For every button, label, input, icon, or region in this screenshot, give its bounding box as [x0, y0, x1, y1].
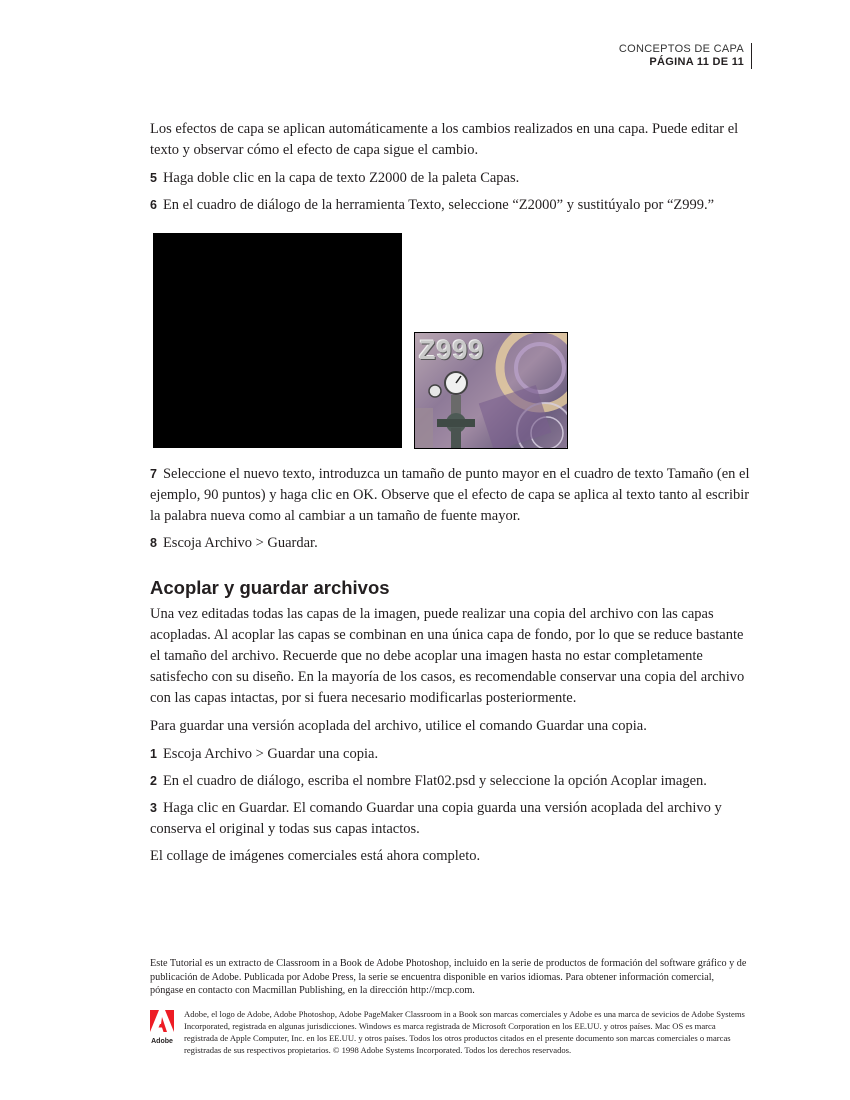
step-text: Escoja Archivo > Guardar.: [162, 535, 318, 551]
footer-tutorial-note: Este Tutorial es un extracto de Classroom in a Book de Adobe Photoshop, incluido en la serie de productos de formación del software gráfico y de publicación de Adobe. Publicada por Adobe Press, la serie se encuentra disponible en varios idiomas. Para obtener información comercial, póngase en contacto con Macmillan Publishing, en la dirección http://mcp.com.: [150, 958, 747, 996]
footer-legal-row: [150, 1008, 750, 1056]
figure-thumbnail-image: [414, 332, 568, 449]
header-section-title: CONCEPTOS DE CAPA: [618, 43, 744, 55]
header-page-number: PÁGINA 11 DE 11: [649, 56, 744, 68]
running-header: [619, 43, 752, 69]
step-text: Haga doble clic en la capa de texto Z2000 de la paleta Capas.: [162, 170, 520, 186]
step-text: Seleccione el nuevo texto, introduzca un tamaño de punto mayor en el cuadro de texto Tamaño (en el ejemplo, 90 puntos) y haga clic en OK. Observe que el efecto de capa se aplica al texto tanto al escribir la palabra nueva como al cambiar a un tamaño de fuente mayor.: [150, 466, 750, 524]
footer-legal-text: Adobe, el logo de Adobe, Adobe Photoshop, Adobe PageMaker Classroom in a Book son marcas comerciales y Adobe es una marca de sevicios de Adobe Systems Incorporated, registrada en algunas jurisdicciones. Windows es marca registrada de Microsoft Corporation en los EE.UU. y otros países. Mac OS es marca registrada de Apple Computer, Inc. en los EE.UU. y otros países. Todos los otros productos citados en el presente documento son marcas comerciales o marcas registradas de sus respectivos propietarios. © 1998 Adobe Systems Incorporated. Todos los derechos reservados.: [184, 1008, 745, 1055]
thumbnail-text: Z999: [419, 335, 485, 365]
adobe-logo-icon: [150, 1010, 174, 1032]
step-item: [150, 798, 750, 840]
step-item: [150, 533, 750, 554]
closing-paragraph: El collage de imágenes comerciales está ahora completo.: [150, 848, 481, 864]
step-text: En el cuadro de diálogo de la herramienta Texto, seleccione “Z2000” y sustitúyalo por “Z999.”: [162, 197, 715, 213]
step-number: 2: [150, 774, 157, 788]
section-heading: Acoplar y guardar archivos: [150, 577, 390, 598]
step-number: 7: [150, 467, 157, 481]
page-footer: [150, 957, 750, 1056]
step-number: 8: [150, 536, 157, 550]
intro-paragraph: Los efectos de capa se aplican automáticamente a los cambios realizados en una capa. Puede editar el texto y observar cómo el efecto de capa sigue el cambio.: [150, 121, 739, 158]
step-item: [150, 195, 750, 216]
adobe-wordmark: Adobe: [151, 1037, 173, 1045]
step-text: En el cuadro de diálogo, escriba el nombre Flat02.psd y seleccione la opción Acoplar imagen.: [162, 773, 707, 789]
step-item: [150, 168, 750, 189]
step-number: 6: [150, 198, 157, 212]
figure-black-image: [153, 233, 402, 448]
section-paragraph: Para guardar una versión acoplada del archivo, utilice el comando Guardar una copia.: [150, 718, 647, 734]
step-item: [150, 744, 750, 765]
step-item: [150, 464, 750, 527]
step-number: 5: [150, 171, 157, 185]
step-text: Escoja Archivo > Guardar una copia.: [162, 746, 379, 762]
figure-row: [150, 226, 750, 454]
adobe-logo: [150, 1010, 174, 1045]
step-number: 3: [150, 801, 157, 815]
section-paragraph: Una vez editadas todas las capas de la imagen, puede realizar una copia del archivo con las capas acopladas. Al acoplar las capas se combinan en una única capa de fondo, por lo que se reduce bastante el tamaño del archivo. Recuerde que no debe acoplar una imagen hasta no estar completamente satisfecho con su diseño. En la mayoría de los casos, es recomendable conservar una copia del archivo con las capas intactas, por si fuera necesario modificarlas posteriormente.: [150, 606, 745, 706]
step-text: Haga clic en Guardar. El comando Guardar una copia guarda una versión acoplada del archivo y conserva el original y todas sus capas intactos.: [150, 800, 722, 837]
page-content: [150, 119, 750, 874]
step-item: [150, 771, 750, 792]
step-number: 1: [150, 747, 157, 761]
